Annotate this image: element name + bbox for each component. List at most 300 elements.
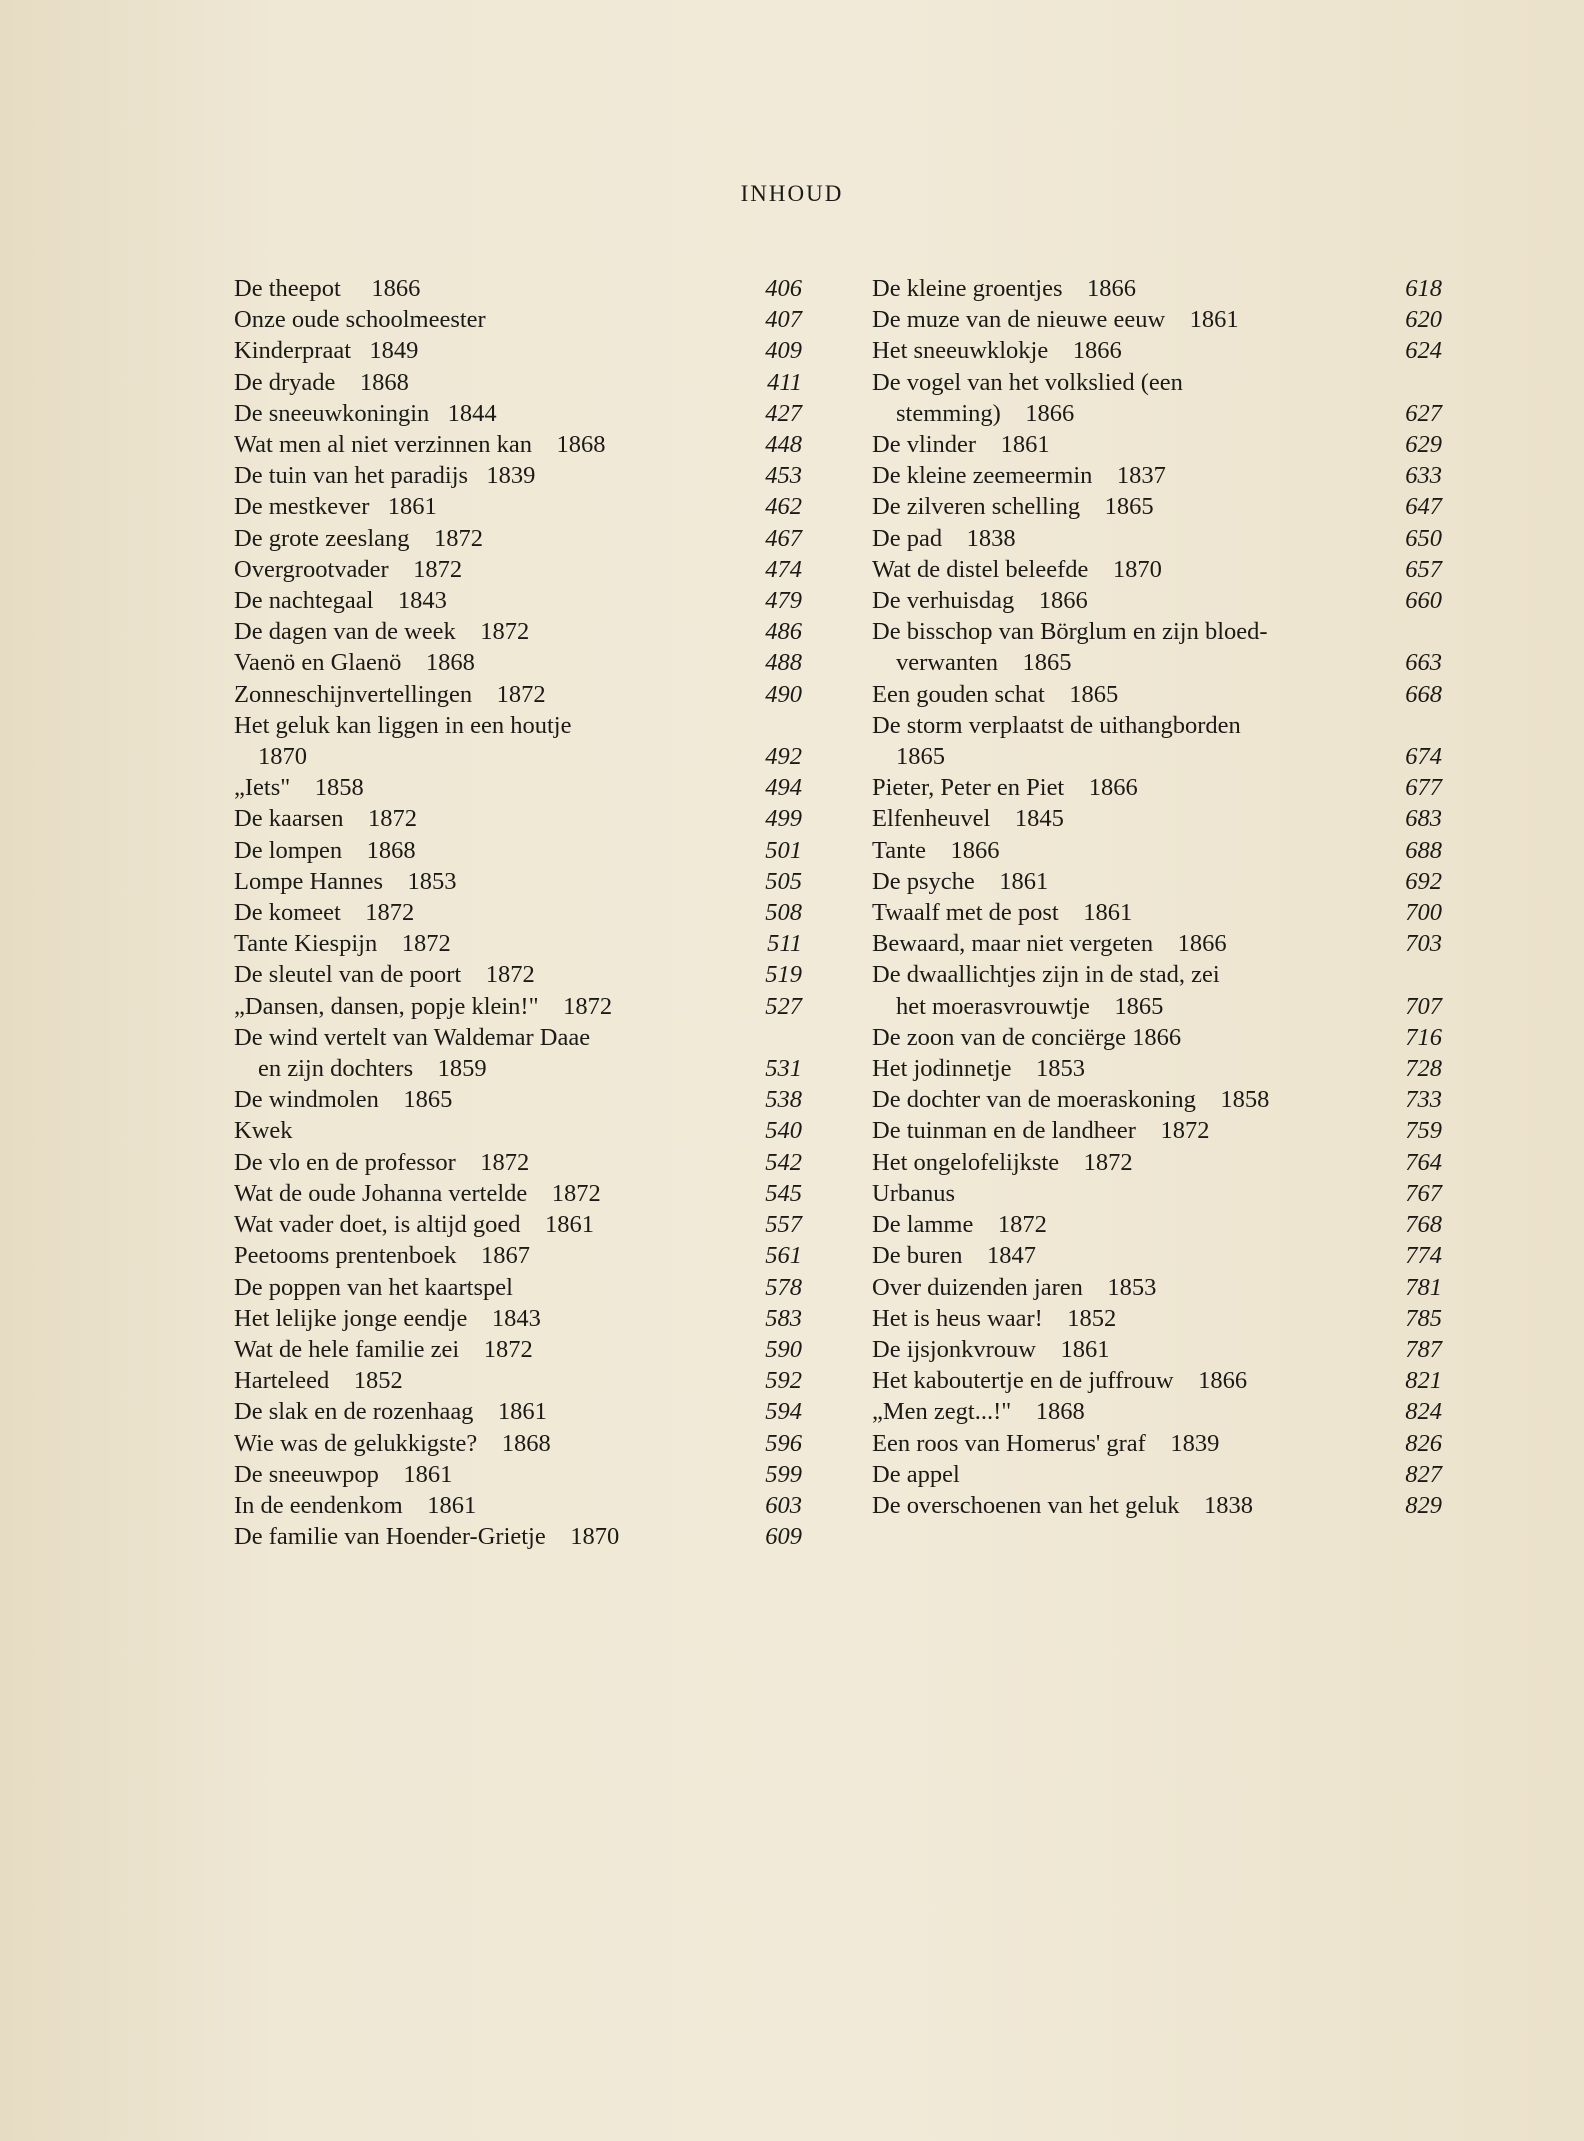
toc-entry-title: [872, 897, 1358, 928]
toc-entry-page-number: 728: [1405, 1055, 1442, 1083]
toc-entry-title: [872, 1053, 1358, 1084]
toc-entry-title: [234, 647, 718, 678]
toc-entry-title-continuation: stemming) 1866: [896, 399, 1075, 427]
toc-entry-page-number: 540: [765, 1117, 802, 1145]
toc-entry-page-number: 603: [765, 1491, 802, 1519]
toc-entry-title-line: De mestkever 1861: [234, 493, 437, 521]
toc-entry-page-number: 692: [1405, 867, 1442, 895]
toc-entry-page-number: 688: [1405, 836, 1442, 864]
toc-entry-title-continuation: 1870: [258, 743, 307, 771]
toc-entry-page-number: 490: [765, 680, 802, 708]
toc-entry-title-line: Urbanus: [872, 1179, 956, 1207]
toc-entry-title-line: De overschoenen van het geluk 1838: [872, 1491, 1253, 1519]
toc-entry: [234, 1272, 802, 1303]
toc-entry-page-number: 826: [1405, 1429, 1442, 1457]
toc-entry: [234, 616, 802, 647]
toc-entry-title-line: Wat de hele familie zei 1872: [234, 1335, 533, 1363]
toc-entry: [872, 1115, 1442, 1146]
toc-entry-title: [872, 554, 1358, 585]
toc-entry-title-line: De verhuisdag 1866: [872, 587, 1088, 615]
toc-entry-title-line: De vlinder 1861: [872, 431, 1050, 459]
toc-entry-title-line: Bewaard, maar niet vergeten 1866: [872, 930, 1227, 958]
toc-entry-page-number: 406: [765, 275, 802, 302]
toc-entry-title: [234, 1240, 718, 1271]
toc-entry-page-number: 578: [765, 1273, 802, 1301]
toc-entry: [872, 1459, 1442, 1490]
toc-entry: [872, 897, 1442, 928]
toc-entry-page-number: 759: [1405, 1117, 1442, 1145]
toc-entry: [872, 1147, 1442, 1178]
toc-entry-title: [872, 1240, 1358, 1271]
toc-entry: [234, 1459, 802, 1490]
toc-entry-page-number: 629: [1405, 431, 1442, 459]
toc-entry-page-number: 824: [1405, 1398, 1442, 1426]
toc-entry: [872, 616, 1442, 678]
toc-entry-title-line: De sneeuwpop 1861: [234, 1460, 453, 1488]
toc-entry-title-line: Wat men al niet verzinnen kan 1868: [234, 431, 606, 459]
toc-entry-title-line: De tuinman en de landheer 1872: [872, 1117, 1210, 1145]
toc-entry-title: [234, 1115, 718, 1146]
toc-entry-title: [234, 803, 718, 834]
toc-entry: [872, 1022, 1442, 1053]
toc-entry-title: [234, 273, 718, 304]
toc-entry: [234, 897, 802, 928]
toc-entry-page-number: 501: [765, 836, 802, 864]
toc-entry: [234, 1084, 802, 1115]
toc-entry-page-number: 663: [1405, 649, 1442, 677]
toc-entry-title: [234, 398, 718, 429]
toc-entry-title: [872, 1084, 1358, 1115]
toc-entry-page-number: 650: [1405, 524, 1442, 552]
toc-entry-title: [872, 523, 1358, 554]
toc-entry-page-number: 703: [1405, 930, 1442, 958]
toc-entry-title-line: Het kaboutertje en de juffrouw 1866: [872, 1367, 1248, 1395]
toc-entry-title: [234, 835, 718, 866]
toc-entry-page-number: 785: [1405, 1304, 1442, 1332]
toc-entry-page-number: 674: [1405, 743, 1442, 771]
toc-entry: [872, 304, 1442, 335]
toc-entry-page-number: 774: [1405, 1242, 1442, 1270]
toc-entry-title-line: De buren 1847: [872, 1242, 1036, 1270]
toc-entry: [234, 1428, 802, 1459]
toc-entry-title: [234, 335, 718, 366]
toc-entry-page-number: 707: [1405, 992, 1442, 1020]
toc-entry-page-number: 479: [765, 587, 802, 615]
toc-entry: [234, 429, 802, 460]
toc-entry-page-number: 764: [1405, 1148, 1442, 1176]
toc-entry: [234, 398, 802, 429]
toc-entry-page-number: 668: [1405, 680, 1442, 708]
toc-entry-page-number: 647: [1405, 493, 1442, 521]
toc-entry: [234, 1115, 802, 1146]
toc-entry: [234, 1303, 802, 1334]
toc-entry: [872, 803, 1442, 834]
toc-entry-page-number: 494: [765, 774, 802, 802]
toc-entry: [872, 460, 1442, 491]
toc-entry-page-number: 627: [1405, 399, 1442, 427]
toc-entry: [234, 491, 802, 522]
toc-entry-title: [872, 710, 1358, 772]
toc-entry-title-line: De theepot 1866: [234, 275, 421, 302]
toc-entry-page-number: 519: [765, 961, 802, 989]
toc-entry-title-line: De wind vertelt van Waldemar Daae: [234, 1023, 591, 1051]
toc-entry: [234, 647, 802, 678]
toc-entry-page-number: 620: [1405, 306, 1442, 334]
toc-entry-title: [234, 585, 718, 616]
toc-entry-page-number: 411: [767, 368, 802, 396]
toc-entry: [872, 1178, 1442, 1209]
toc-entry: [872, 679, 1442, 710]
toc-entry-title: [234, 1521, 718, 1552]
toc-entry-page-number: 787: [1405, 1335, 1442, 1363]
toc-entry: [234, 367, 802, 398]
toc-entry-title: [872, 1365, 1358, 1396]
toc-entry-page-number: 821: [1405, 1367, 1442, 1395]
toc-entry-title-line: Tante 1866: [872, 836, 1000, 864]
toc-entry-title: [872, 928, 1358, 959]
toc-entry-title: [872, 367, 1358, 429]
toc-entry-page-number: 596: [765, 1429, 802, 1457]
toc-entry-title: [872, 803, 1358, 834]
toc-entry: [234, 304, 802, 335]
toc-entry-title: [234, 1147, 718, 1178]
toc-entry-title-line: De vogel van het volkslied (een: [872, 368, 1183, 396]
toc-entry-title-line: Het lelijke jonge eendje 1843: [234, 1304, 541, 1332]
toc-entry: [872, 1334, 1442, 1365]
toc-entry-title: [872, 1490, 1358, 1521]
page-heading: INHOUD: [740, 181, 844, 206]
toc-entry-page-number: 624: [1405, 337, 1442, 365]
toc-entry-page-number: 511: [767, 930, 802, 958]
toc-column-right: [872, 273, 1442, 1521]
toc-entry-page-number: 492: [765, 743, 802, 771]
toc-entry-title: [234, 616, 718, 647]
toc-entry: [234, 710, 802, 772]
toc-entry-title-line: Wat de oude Johanna vertelde 1872: [234, 1179, 601, 1207]
toc-entry-page-number: 453: [765, 462, 802, 490]
toc-entry: [872, 1490, 1442, 1521]
toc-entry: [872, 710, 1442, 772]
toc-entry-page-number: 660: [1405, 587, 1442, 615]
toc-entry-title: [234, 1272, 718, 1303]
toc-entry-title-line: De tuin van het paradijs 1839: [234, 462, 536, 490]
toc-entry: [872, 1209, 1442, 1240]
toc-entry-title: [872, 1396, 1358, 1427]
toc-entry-page-number: 594: [765, 1398, 802, 1426]
toc-entry-title-line: De appel: [872, 1460, 960, 1488]
toc-entry-title-line: Vaenö en Glaenö 1868: [234, 649, 475, 677]
toc-entry-title: [234, 1365, 718, 1396]
toc-entry-page-number: 488: [765, 649, 802, 677]
toc-entry-title-line: Een gouden schat 1865: [872, 680, 1119, 708]
toc-entry-title: [872, 679, 1358, 710]
toc-entry: [872, 1084, 1442, 1115]
toc-entry-title: [234, 1084, 718, 1115]
toc-entry-page-number: 609: [765, 1523, 802, 1551]
toc-entry-page-number: 505: [765, 867, 802, 895]
toc-entry-page-number: 474: [765, 555, 802, 583]
toc-entry: [234, 554, 802, 585]
toc-entry-page-number: 542: [765, 1148, 802, 1176]
toc-entry: [234, 585, 802, 616]
toc-entry-title: [872, 1022, 1358, 1053]
toc-entry: [234, 1490, 802, 1521]
toc-entry: [234, 1396, 802, 1427]
toc-entry: [872, 554, 1442, 585]
toc-entry-title-line: De grote zeeslang 1872: [234, 524, 483, 552]
toc-entry-title: [234, 1490, 718, 1521]
toc-entry: [234, 1365, 802, 1396]
toc-entry: [234, 1521, 802, 1552]
toc-entry-page-number: 499: [765, 805, 802, 833]
toc-entry: [872, 1428, 1442, 1459]
toc-entry: [234, 1178, 802, 1209]
toc-entry-title: [234, 1334, 718, 1365]
toc-entry-title-line: Overgrootvader 1872: [234, 555, 463, 583]
toc-entry-title-line: De familie van Hoender-Grietje 1870: [234, 1523, 620, 1551]
toc-entry-title: [234, 367, 718, 398]
toc-entry: [872, 429, 1442, 460]
toc-entry-title: [234, 928, 718, 959]
toc-entry-page-number: 448: [765, 431, 802, 459]
toc-entry-page-number: 561: [765, 1242, 802, 1270]
toc-entry-title-line: De vlo en de professor 1872: [234, 1148, 530, 1176]
toc-entry-title-line: Het ongelofelijkste 1872: [872, 1148, 1133, 1176]
toc-entry-title: [872, 429, 1358, 460]
toc-entry-page-number: 462: [765, 493, 802, 521]
toc-entry: [234, 803, 802, 834]
toc-entry-title-continuation: 1865: [896, 743, 945, 771]
toc-entry: [234, 523, 802, 554]
toc-entry-page-number: 827: [1405, 1460, 1442, 1488]
toc-entry-title-line: De komeet 1872: [234, 899, 415, 927]
toc-entry-title-line: Het jodinnetje 1853: [872, 1055, 1085, 1083]
toc-entry-page-number: 733: [1405, 1086, 1442, 1114]
toc-entry: [234, 772, 802, 803]
toc-entry: [234, 1022, 802, 1084]
toc-entry: [872, 1053, 1442, 1084]
toc-entry-title: [234, 710, 718, 772]
toc-entry: [234, 1240, 802, 1271]
toc-entry: [872, 1303, 1442, 1334]
toc-entry-title-line: De psyche 1861: [872, 867, 1049, 895]
toc-entry: [234, 460, 802, 491]
toc-entry: [872, 866, 1442, 897]
toc-entry-title-line: De pad 1838: [872, 524, 1016, 552]
toc-entry-title: [234, 679, 718, 710]
toc-entry-title-line: De zilveren schelling 1865: [872, 493, 1154, 521]
toc-entry-title: [234, 1459, 718, 1490]
toc-entry-title: [234, 523, 718, 554]
toc-entry-title-line: Pieter, Peter en Piet 1866: [872, 774, 1138, 802]
toc-entry-page-number: 583: [765, 1304, 802, 1332]
toc-entry: [234, 1209, 802, 1240]
toc-entry-page-number: 767: [1405, 1179, 1442, 1207]
toc-entry-page-number: 486: [765, 618, 802, 646]
toc-entry: [234, 1147, 802, 1178]
toc-entry-title-line: De muze van de nieuwe eeuw 1861: [872, 306, 1239, 334]
toc-entry-title-line: Het sneeuwklokje 1866: [872, 337, 1122, 365]
toc-entry: [234, 1334, 802, 1365]
toc-entry-page-number: 618: [1405, 275, 1442, 302]
toc-entry-title: [234, 991, 718, 1022]
toc-entry-page-number: 768: [1405, 1211, 1442, 1239]
toc-entry-page-number: 829: [1405, 1491, 1442, 1519]
toc-entry: [872, 1240, 1442, 1271]
toc-entry: [872, 835, 1442, 866]
toc-entry-title-line: Het is heus waar! 1852: [872, 1304, 1117, 1332]
toc-entry: [872, 367, 1442, 429]
toc-entry-page-number: 557: [765, 1211, 802, 1239]
toc-entry-title: [872, 1115, 1358, 1146]
toc-entry-page-number: 527: [765, 992, 802, 1020]
toc-entry-page-number: 538: [765, 1086, 802, 1114]
toc-entry: [234, 991, 802, 1022]
toc-entry-title: [234, 460, 718, 491]
toc-entry-title-line: De sleutel van de poort 1872: [234, 961, 535, 989]
toc-entry-title-line: De slak en de rozenhaag 1861: [234, 1398, 547, 1426]
toc-entry-page-number: 700: [1405, 899, 1442, 927]
toc-entry: [872, 959, 1442, 1021]
toc-entry-title-line: De kleine groentjes 1866: [872, 275, 1136, 302]
toc-entry-title: [234, 554, 718, 585]
toc-entry-page-number: 590: [765, 1335, 802, 1363]
toc-entry-title: [872, 959, 1358, 1021]
toc-entry-title: [872, 1334, 1358, 1365]
toc-entry-page-number: 683: [1405, 805, 1442, 833]
toc-entry-title: [234, 1428, 718, 1459]
toc-entry-title: [872, 1428, 1358, 1459]
toc-entry-title-line: De bisschop van Börglum en zijn bloed-: [872, 618, 1268, 646]
toc-entry-title: [234, 1396, 718, 1427]
toc-entry-title-line: De ijsjonkvrouw 1861: [872, 1335, 1110, 1363]
toc-entry-title-line: Harteleed 1852: [234, 1367, 403, 1395]
toc-entry-title: [872, 835, 1358, 866]
toc-entry: [234, 959, 802, 990]
toc-entry: [872, 1272, 1442, 1303]
toc-entry-title-line: De storm verplaatst de uithangborden: [872, 711, 1241, 739]
toc-entry-title-line: „Iets" 1858: [234, 774, 364, 802]
toc-entry-title: [872, 460, 1358, 491]
toc-entry-title: [234, 491, 718, 522]
toc-entry-page-number: 781: [1405, 1273, 1442, 1301]
toc-entry-title: [872, 1147, 1358, 1178]
toc-entry-title: [872, 585, 1358, 616]
toc-entry-page-number: 427: [765, 399, 802, 427]
toc-entry-page-number: 409: [765, 337, 802, 365]
toc-entry-title-line: Het geluk kan liggen in een houtje: [234, 711, 572, 739]
toc-entry-page-number: 657: [1405, 555, 1442, 583]
toc-entry-title: [234, 429, 718, 460]
toc-entry-title-line: De lompen 1868: [234, 836, 416, 864]
toc-entry-page-number: 592: [765, 1367, 802, 1395]
toc-entry: [872, 335, 1442, 366]
toc-entry-title-continuation: en zijn dochters 1859: [258, 1055, 487, 1083]
toc-entry-title: [872, 335, 1358, 366]
toc-entry: [234, 273, 802, 304]
toc-entry-title-line: De nachtegaal 1843: [234, 587, 447, 615]
toc-entry-title: [872, 866, 1358, 897]
toc-entry-title-line: De kleine zeemeermin 1837: [872, 462, 1166, 490]
toc-entry-title: [872, 1303, 1358, 1334]
toc-entry-title-line: De dagen van de week 1872: [234, 618, 530, 646]
toc-entry-title-line: Twaalf met de post 1861: [872, 899, 1133, 927]
toc-entry-title-line: De dryade 1868: [234, 368, 409, 396]
toc-entry: [872, 928, 1442, 959]
toc-entry-title: [234, 772, 718, 803]
toc-entry-title: [234, 1022, 718, 1084]
toc-entry-title-line: De windmolen 1865: [234, 1086, 453, 1114]
toc-entry-title: [234, 1303, 718, 1334]
toc-entry-title: [234, 897, 718, 928]
toc-entry-title-line: „Dansen, dansen, popje klein!" 1872: [234, 992, 613, 1020]
toc-entry-page-number: 531: [765, 1055, 802, 1083]
toc-entry: [872, 1396, 1442, 1427]
toc-entry: [872, 491, 1442, 522]
toc-entry-title: [872, 273, 1358, 304]
toc-entry-title-line: Lompe Hannes 1853: [234, 867, 457, 895]
toc-entry-title: [234, 1178, 718, 1209]
toc-entry: [234, 335, 802, 366]
toc-entry-page-number: 407: [765, 306, 802, 334]
toc-entry: [872, 523, 1442, 554]
toc-entry-title-line: Wat vader doet, is altijd goed 1861: [234, 1211, 594, 1239]
toc-entry-page-number: 599: [765, 1460, 802, 1488]
toc-entry: [872, 585, 1442, 616]
toc-entry-title-line: De zoon van de conciërge 1866: [872, 1023, 1182, 1051]
toc-entry-page-number: 633: [1405, 462, 1442, 490]
toc-entry-title-continuation: verwanten 1865: [896, 649, 1072, 677]
toc-entry-title-line: Zonneschijnvertellingen 1872: [234, 680, 546, 708]
toc-entry-title: [234, 1209, 718, 1240]
toc-entry-title: [872, 304, 1358, 335]
toc-column-left: [234, 273, 802, 1552]
toc-entry: [872, 772, 1442, 803]
toc-entry-title-line: Elfenheuvel 1845: [872, 805, 1064, 833]
toc-entry: [234, 835, 802, 866]
toc-entry-page-number: 467: [765, 524, 802, 552]
toc-entry-title: [872, 491, 1358, 522]
toc-entry-title-line: In de eendenkom 1861: [234, 1491, 477, 1519]
toc-entry-title: [234, 866, 718, 897]
toc-entry-title-line: Wie was de gelukkigste? 1868: [234, 1429, 551, 1457]
toc-entry-title-line: Kinderpraat 1849: [234, 337, 419, 365]
toc-entry-page-number: 716: [1405, 1023, 1442, 1051]
toc-entry-page-number: 545: [765, 1179, 802, 1207]
toc-entry: [234, 679, 802, 710]
toc-entry-title-line: Een roos van Homerus' graf 1839: [872, 1429, 1220, 1457]
toc-entry-title-line: De lamme 1872: [872, 1211, 1047, 1239]
toc-entry-title-line: Wat de distel beleefde 1870: [872, 555, 1162, 583]
toc-entry-title: [872, 616, 1358, 678]
toc-entry-title-line: „Men zegt...!" 1868: [872, 1398, 1085, 1426]
toc-entry-title-line: Kwek: [234, 1117, 293, 1145]
toc-entry: [234, 928, 802, 959]
toc-entry-title-line: De sneeuwkoningin 1844: [234, 399, 497, 427]
toc-entry-title-continuation: het moerasvrouwtje 1865: [896, 992, 1164, 1020]
toc-entry-title: [872, 1459, 1358, 1490]
toc-entry-page-number: 677: [1405, 774, 1442, 802]
toc-entry-title: [872, 1178, 1358, 1209]
toc-entry-title: [872, 1209, 1358, 1240]
toc-entry-title: [234, 959, 718, 990]
toc-entry-title-line: De poppen van het kaartspel: [234, 1273, 513, 1301]
toc-entry-title: [872, 1272, 1358, 1303]
toc-entry-title: [234, 304, 718, 335]
toc-entry-title-line: De dwaallichtjes zijn in de stad, zei: [872, 961, 1220, 989]
toc-entry: [872, 273, 1442, 304]
toc-entry-title-line: De kaarsen 1872: [234, 805, 418, 833]
